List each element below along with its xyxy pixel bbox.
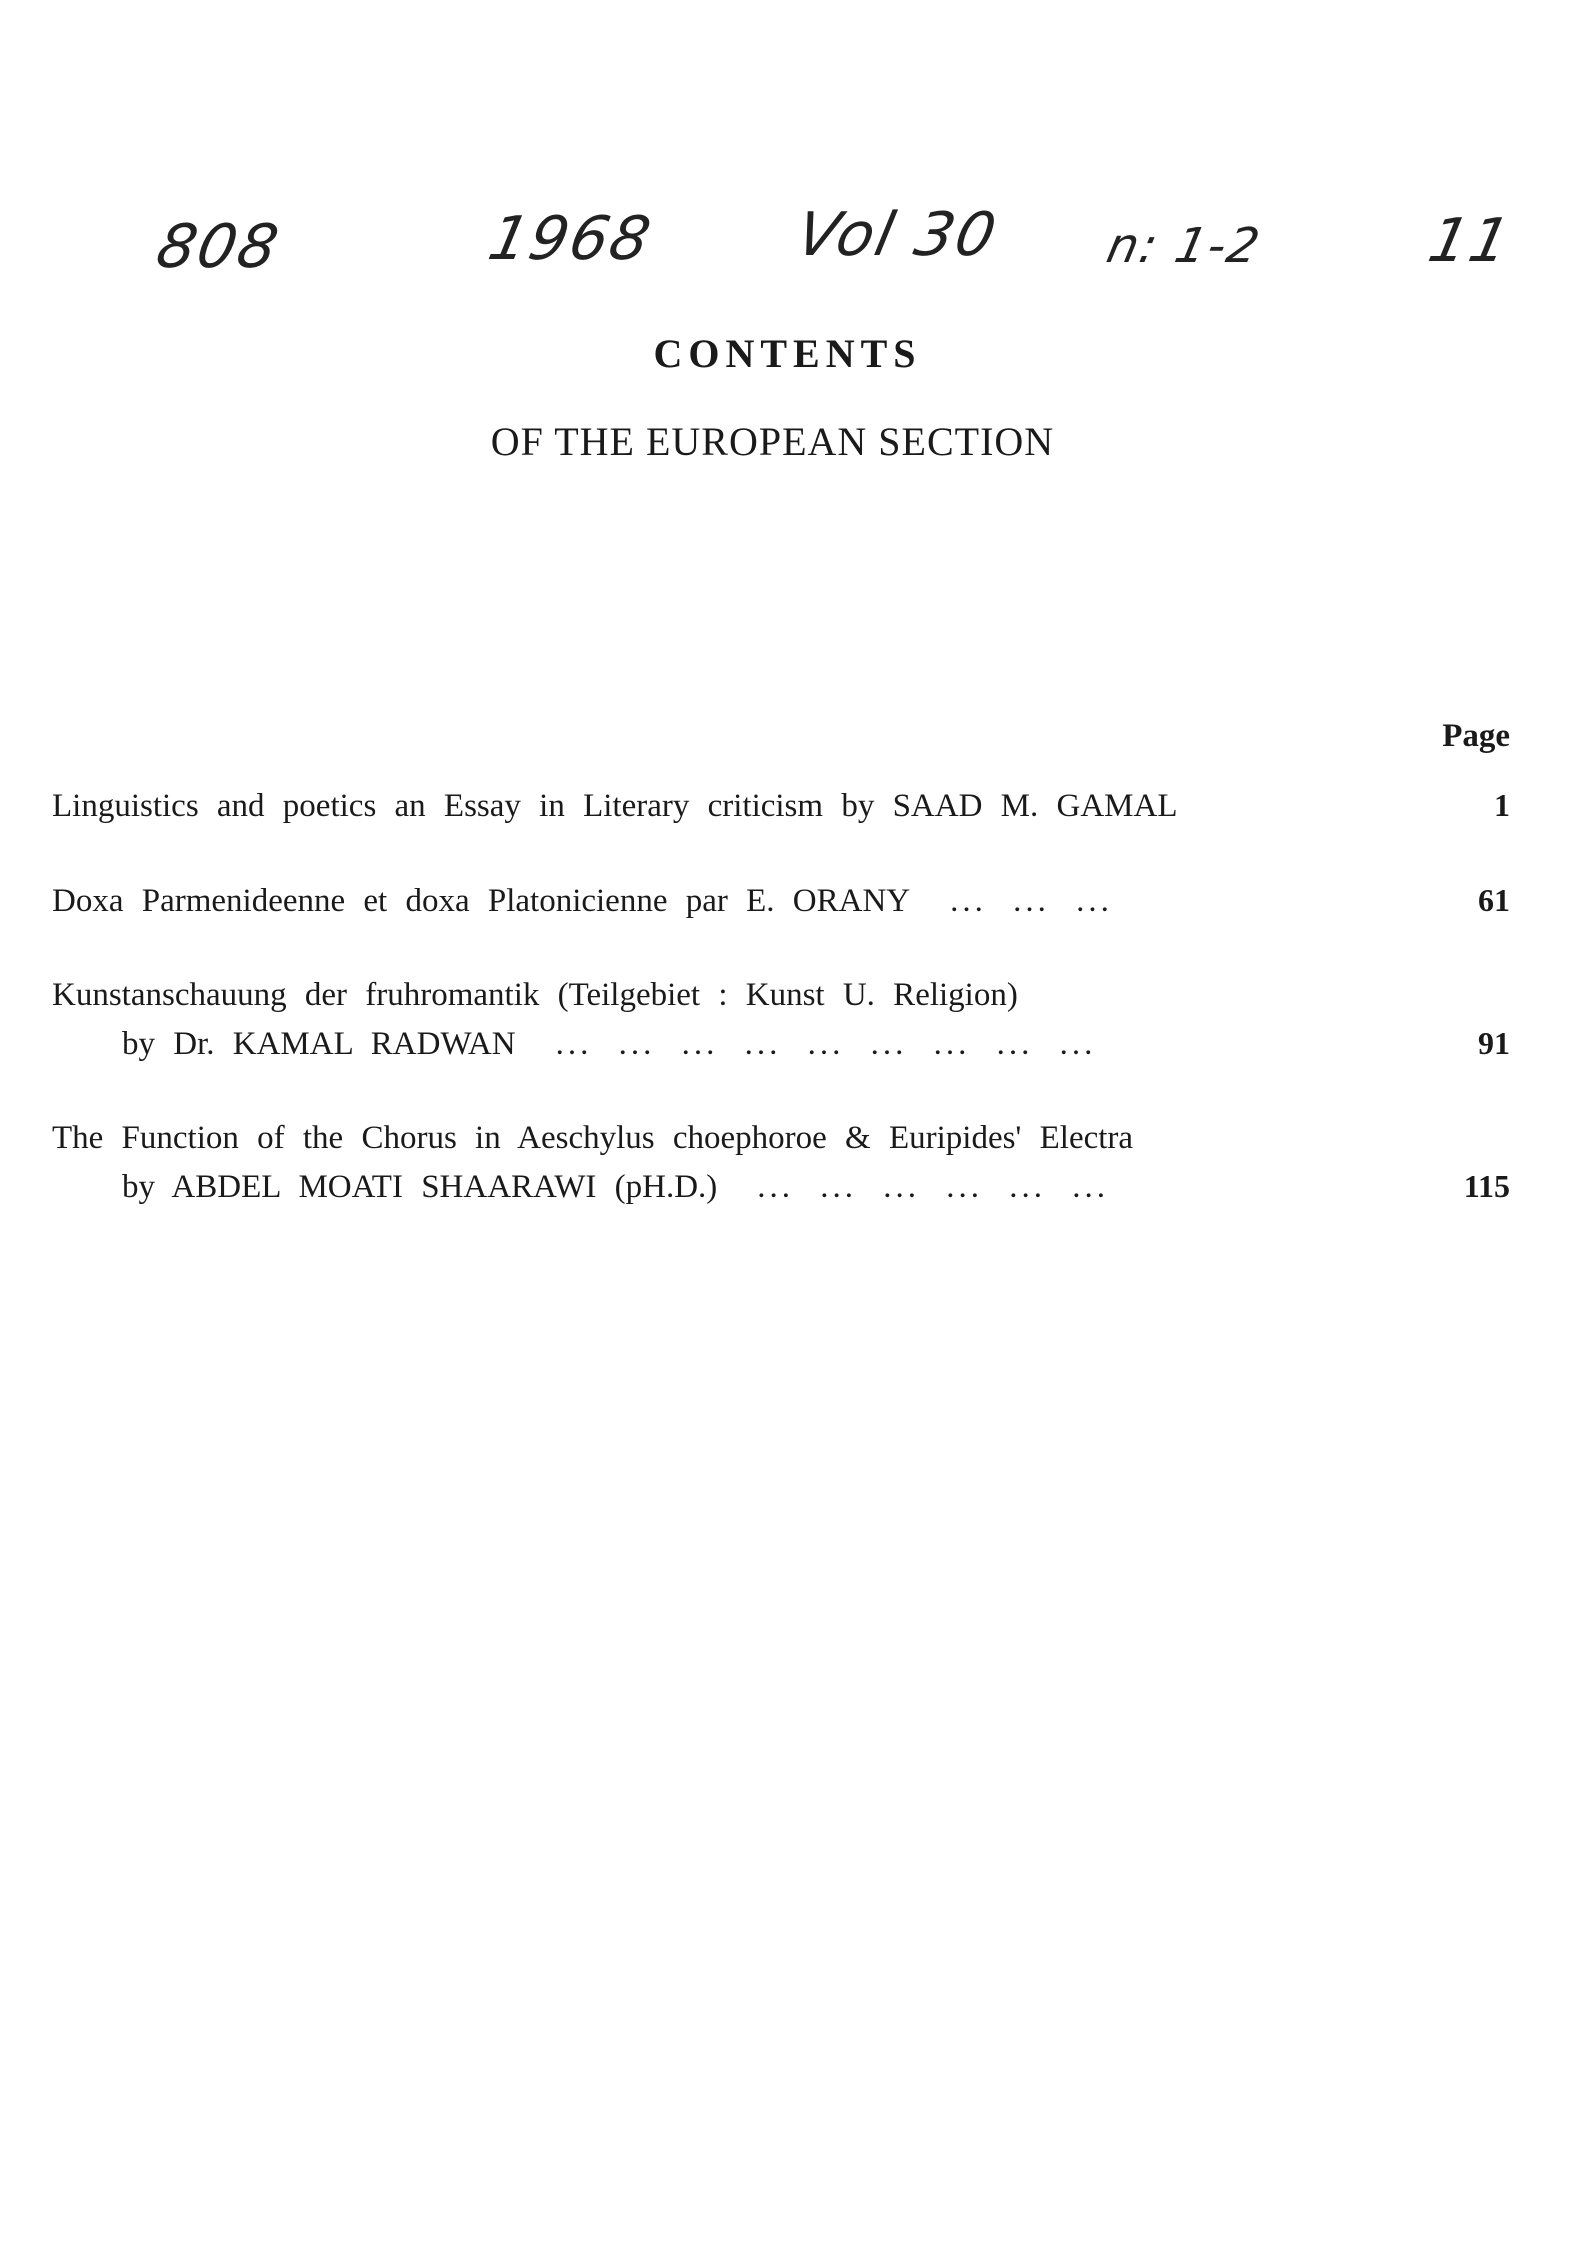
toc-entry-page: 61	[1478, 882, 1510, 918]
toc-entry-title: Kunstanschauung der fruhromantik (Teilgebiet : Kunst U. Religion)	[52, 977, 1018, 1013]
toc-entry-author: by Dr. KAMAL RADWAN	[122, 1026, 516, 1062]
toc-dot-leader: ... ... ... ... ... ...	[757, 1169, 1110, 1205]
toc-entry-title: The Function of the Chorus in Aeschylus choephoroe & Euripides' Electra	[52, 1120, 1134, 1156]
handwritten-catalog-number: 808	[150, 212, 286, 282]
toc-entry-line	[52, 782, 1510, 829]
toc-entry-page: 115	[1463, 1168, 1510, 1204]
handwritten-note: 11	[1422, 206, 1518, 276]
handwritten-volume: Vol 30	[790, 200, 1004, 270]
toc-entry-line	[52, 1163, 1510, 1210]
handwritten-annotations	[150, 200, 1530, 300]
toc-entry-page: 91	[1478, 1025, 1510, 1061]
toc-entry-title: Linguistics and poetics an Essay in Literary criticism by SAAD M. GAMAL	[52, 788, 1178, 824]
toc-entry-author: by ABDEL MOATI SHAARAWI (pH.D.)	[122, 1169, 718, 1205]
toc-entry	[52, 877, 1510, 924]
toc-entry	[52, 782, 1510, 829]
handwritten-issue: n: 1-2	[1102, 218, 1267, 274]
toc-entry-line	[52, 1020, 1510, 1067]
toc-dot-leader: ... ... ... ... ... ... ... ... ...	[555, 1026, 1097, 1062]
handwritten-year: 1968	[482, 204, 659, 274]
toc-entry	[52, 972, 1510, 1067]
table-of-contents	[52, 782, 1510, 1258]
toc-entry	[52, 1115, 1510, 1210]
toc-entry-line	[52, 972, 1510, 1018]
toc-entry-page: 1	[1494, 787, 1510, 823]
page-subtitle: OF THE EUROPEAN SECTION	[490, 419, 1055, 464]
page-column-label: Page	[1442, 718, 1510, 754]
toc-entry-title: Doxa Parmenideenne et doxa Platonicienne par E. ORANY	[52, 883, 911, 919]
toc-dot-leader: ... ... ...	[950, 883, 1113, 919]
toc-entry-line	[52, 1115, 1510, 1161]
toc-entry-line	[52, 877, 1510, 924]
page-title: CONTENTS	[653, 331, 922, 376]
